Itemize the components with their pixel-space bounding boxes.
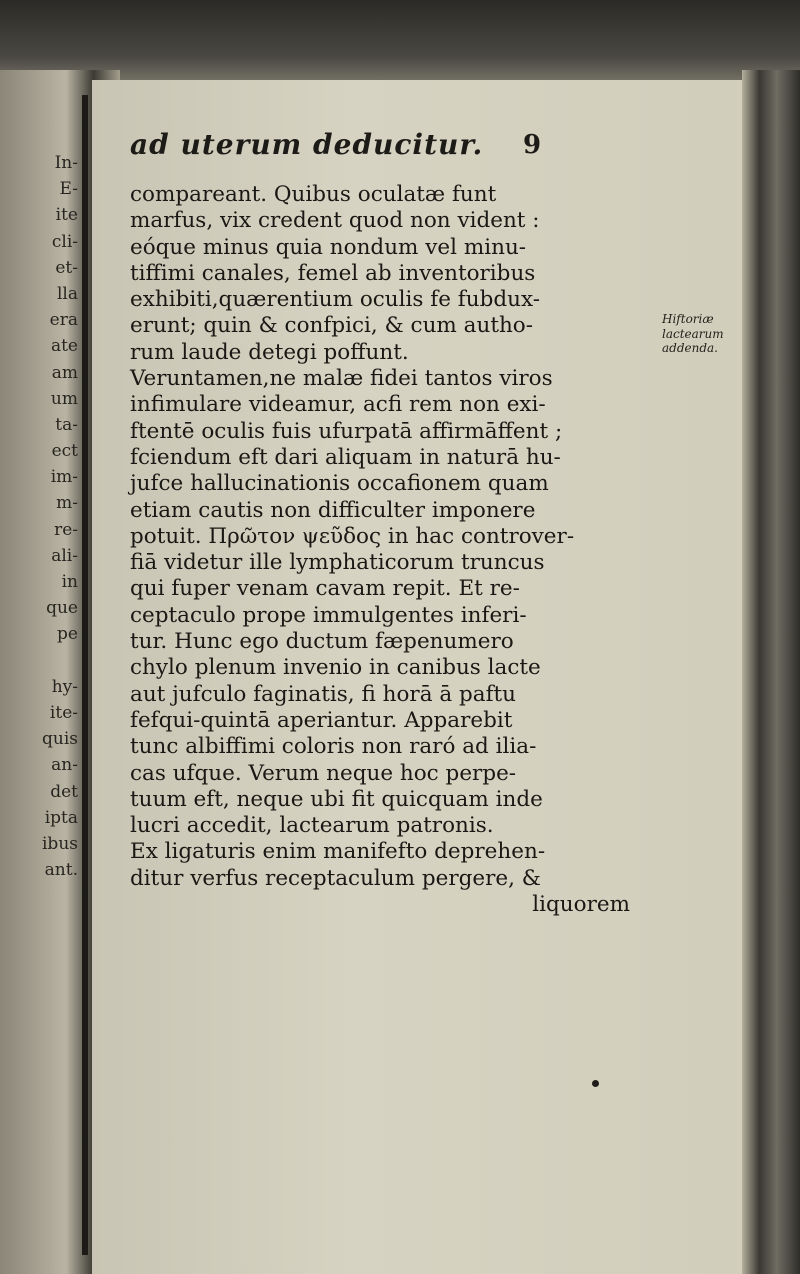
gutter-fragment: det <box>50 781 78 802</box>
text-line: infimulare videamur, acfi rem non exi- <box>130 392 546 418</box>
gutter-fragment: lla <box>56 283 78 304</box>
gutter-fragment: ali- <box>51 545 78 566</box>
gutter-fragment: In- <box>54 153 78 173</box>
gutter-fragment: um <box>50 388 78 409</box>
page-number: 9 <box>523 130 542 160</box>
text-line: ceptaculo prope immulgentes inferi- <box>130 602 527 628</box>
text-line: etiam cautis non difficulter imponere <box>130 497 536 523</box>
gutter-fragment: ant. <box>44 860 78 881</box>
text-line: rum laude detegi poffunt. <box>130 339 409 365</box>
body-text <box>130 182 720 918</box>
gutter-fragment: era <box>49 310 78 331</box>
text-line: tunc albiffimi coloris non raró ad ilia- <box>130 734 537 760</box>
text-line: marfus, vix credent quod non vident : <box>130 208 540 234</box>
gutter-fragment: et- <box>55 257 78 278</box>
text-line: tuum eft, neque ubi fit quicquam inde <box>130 786 543 812</box>
text-line: fciendum eft dari aliquam in naturā hu- <box>130 444 561 470</box>
marginal-note <box>662 312 742 356</box>
scan-right-edge <box>742 70 800 1274</box>
text-line: tur. Hunc ego ductum fæpenumero <box>130 629 514 655</box>
text-line: Veruntamen,ne malæ fidei tantos viros <box>130 366 553 392</box>
gutter-fragment: cli- <box>51 231 78 252</box>
marginal-note-line: lactearum <box>662 326 724 341</box>
text-line: jufce hallucinationis occafionem quam <box>130 471 549 497</box>
text-line: ditur verfus receptaculum pergere, & <box>130 865 541 891</box>
gutter-fragment: am <box>51 362 78 383</box>
gutter-fragment: ibus <box>42 833 78 854</box>
text-line: exhibiti,quærentium oculis fe fubdux- <box>130 287 540 313</box>
text-line: tiffimi canales, femel ab inventoribus <box>130 260 536 286</box>
text-line: eóque minus quia nondum vel minu- <box>130 234 527 260</box>
gutter-fragment: hy- <box>51 676 78 697</box>
gutter-fragment: in <box>61 572 78 592</box>
gutter-fragment: ite <box>55 205 78 226</box>
gutter-fragment: E- <box>59 179 78 200</box>
gutter-fragment: ta- <box>55 414 78 435</box>
text-line: ftentē oculis fuis ufurpatā affirmāffent ; <box>130 418 563 444</box>
gutter-fragment <box>0 648 78 674</box>
gutter-fragment: ect <box>51 441 78 462</box>
text-line: aut jufculo faginatis, fi horā ā paftu <box>130 681 517 707</box>
ink-spot <box>592 1080 599 1087</box>
gutter-fragment: m- <box>56 493 78 514</box>
gutter-fragment: ate <box>50 336 78 357</box>
marginal-note-line: Hiftoriæ <box>662 312 714 326</box>
gutter-fragment: quis <box>42 729 78 750</box>
gutter-fragment: re- <box>54 519 78 540</box>
gutter-fragment: pe <box>57 624 78 645</box>
gutter-fragment: im- <box>50 467 78 488</box>
gutter-fragment: an- <box>51 755 78 776</box>
text-line: Ex ligaturis enim manifefto deprehen- <box>130 839 546 865</box>
running-title: ad uterum deducitur. <box>130 128 484 161</box>
text-line: chylo plenum invenio in canibus lacte <box>130 655 541 681</box>
binding-shadow <box>82 95 88 1255</box>
text-line: erunt; quin & confpici, & cum autho- <box>130 313 534 339</box>
catchword: liquorem <box>532 892 630 918</box>
text-line: cas ufque. Verum neque hoc perpe- <box>130 760 517 786</box>
previous-page-line-fragments <box>0 150 78 883</box>
gutter-fragment: ipta <box>44 807 78 828</box>
gutter-fragment: ite- <box>49 702 78 723</box>
text-line: fiā videtur ille lymphaticorum truncus <box>130 550 545 576</box>
text-line: qui fuper venam cavam repit. Et re- <box>130 576 520 602</box>
gutter-fragment: que <box>46 598 78 619</box>
text-line: potuit. Πρῶτον ψεῦδος in hac controver- <box>130 523 575 549</box>
text-line: fefqui-quintā aperiantur. Apparebit <box>130 707 513 733</box>
text-line: lucri accedit, lactearum patronis. <box>130 813 494 839</box>
text-line: compareant. Quibus oculatæ funt <box>130 182 497 207</box>
marginal-note-line: addenda. <box>662 341 718 355</box>
